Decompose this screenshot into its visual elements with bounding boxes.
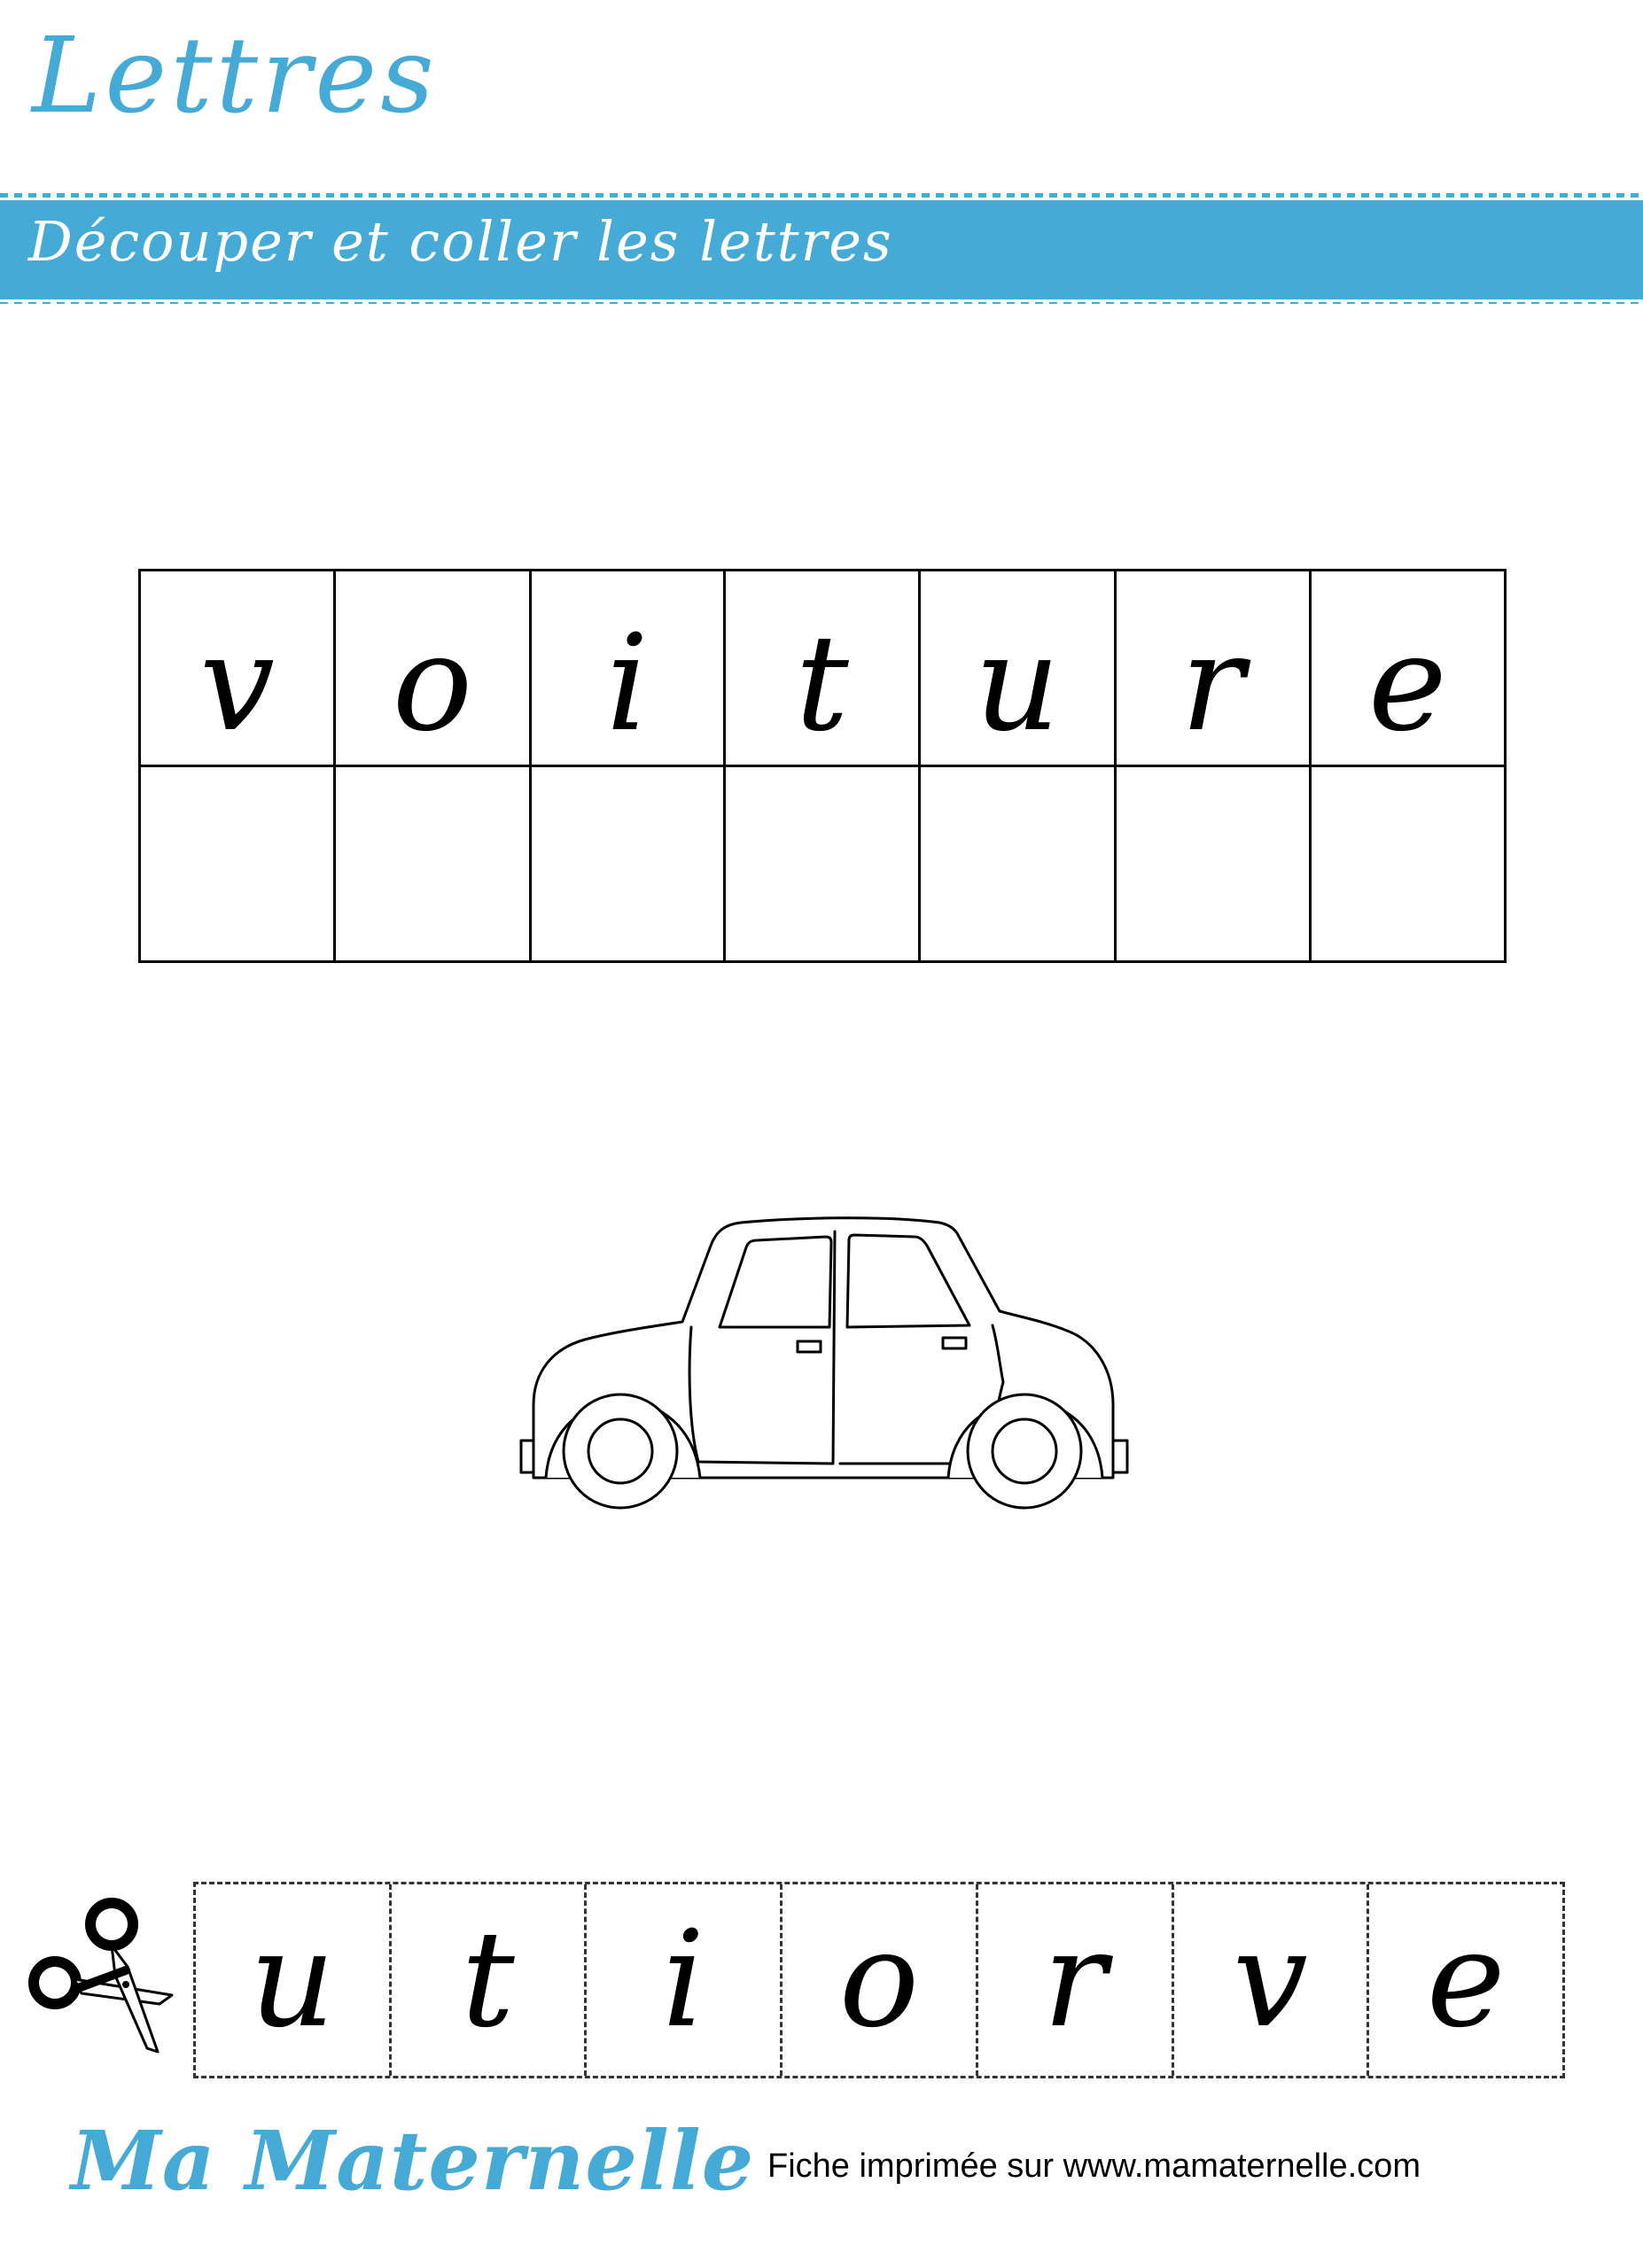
- footer-text: Fiche imprimée sur www.mamaternelle.com: [767, 2148, 1421, 2185]
- cutout-strip: [193, 1882, 1565, 2078]
- model-cell: [140, 571, 335, 766]
- page-title: Lettres: [32, 14, 438, 136]
- model-row: [140, 571, 1506, 766]
- model-letter: u: [974, 607, 1061, 761]
- model-cell: [335, 571, 530, 766]
- car-icon: [514, 1196, 1134, 1536]
- instruction-banner: [0, 193, 1643, 307]
- scissors-icon: [27, 1896, 177, 2059]
- cutout-letter-card[interactable]: [587, 1884, 783, 2076]
- cutout-letter: v: [1233, 1903, 1308, 2057]
- paste-cell[interactable]: [530, 766, 725, 962]
- model-letter: v: [199, 607, 276, 761]
- paste-row: [140, 766, 1506, 962]
- model-cell: [920, 571, 1116, 766]
- cutout-letter: o: [838, 1903, 920, 2057]
- word-grid: [138, 569, 1507, 963]
- cutout-letter: e: [1426, 1903, 1506, 2057]
- model-letter: o: [392, 607, 473, 761]
- cutout-letter-card[interactable]: [978, 1884, 1174, 2076]
- model-letter: t: [795, 607, 849, 761]
- model-letter: i: [605, 607, 649, 761]
- brand-logo: Ma Maternelle: [71, 2113, 755, 2209]
- paste-cell[interactable]: [725, 766, 920, 962]
- model-letter: e: [1367, 607, 1447, 761]
- model-letter: r: [1180, 607, 1244, 761]
- paste-cell[interactable]: [1115, 766, 1310, 962]
- cutout-letter-card[interactable]: [196, 1884, 392, 2076]
- cutout-letter: r: [1042, 1903, 1107, 2057]
- cutout-letter-card[interactable]: [1369, 1884, 1562, 2076]
- model-cell: [530, 571, 725, 766]
- paste-cell[interactable]: [140, 766, 335, 962]
- paste-cell[interactable]: [1310, 766, 1505, 962]
- paste-cell[interactable]: [920, 766, 1116, 962]
- cutout-letter: i: [662, 1903, 705, 2057]
- banner-instruction-text: Découper et coller les lettres: [28, 209, 893, 274]
- cutout-letter: u: [249, 1903, 336, 2057]
- cutout-letter-card[interactable]: [1174, 1884, 1370, 2076]
- model-cell: [1310, 571, 1505, 766]
- cutout-letter-card[interactable]: [392, 1884, 588, 2076]
- cutout-letter: t: [461, 1903, 515, 2057]
- model-cell: [725, 571, 920, 766]
- cutout-letter-card[interactable]: [783, 1884, 978, 2076]
- model-cell: [1115, 571, 1310, 766]
- paste-cell[interactable]: [335, 766, 530, 962]
